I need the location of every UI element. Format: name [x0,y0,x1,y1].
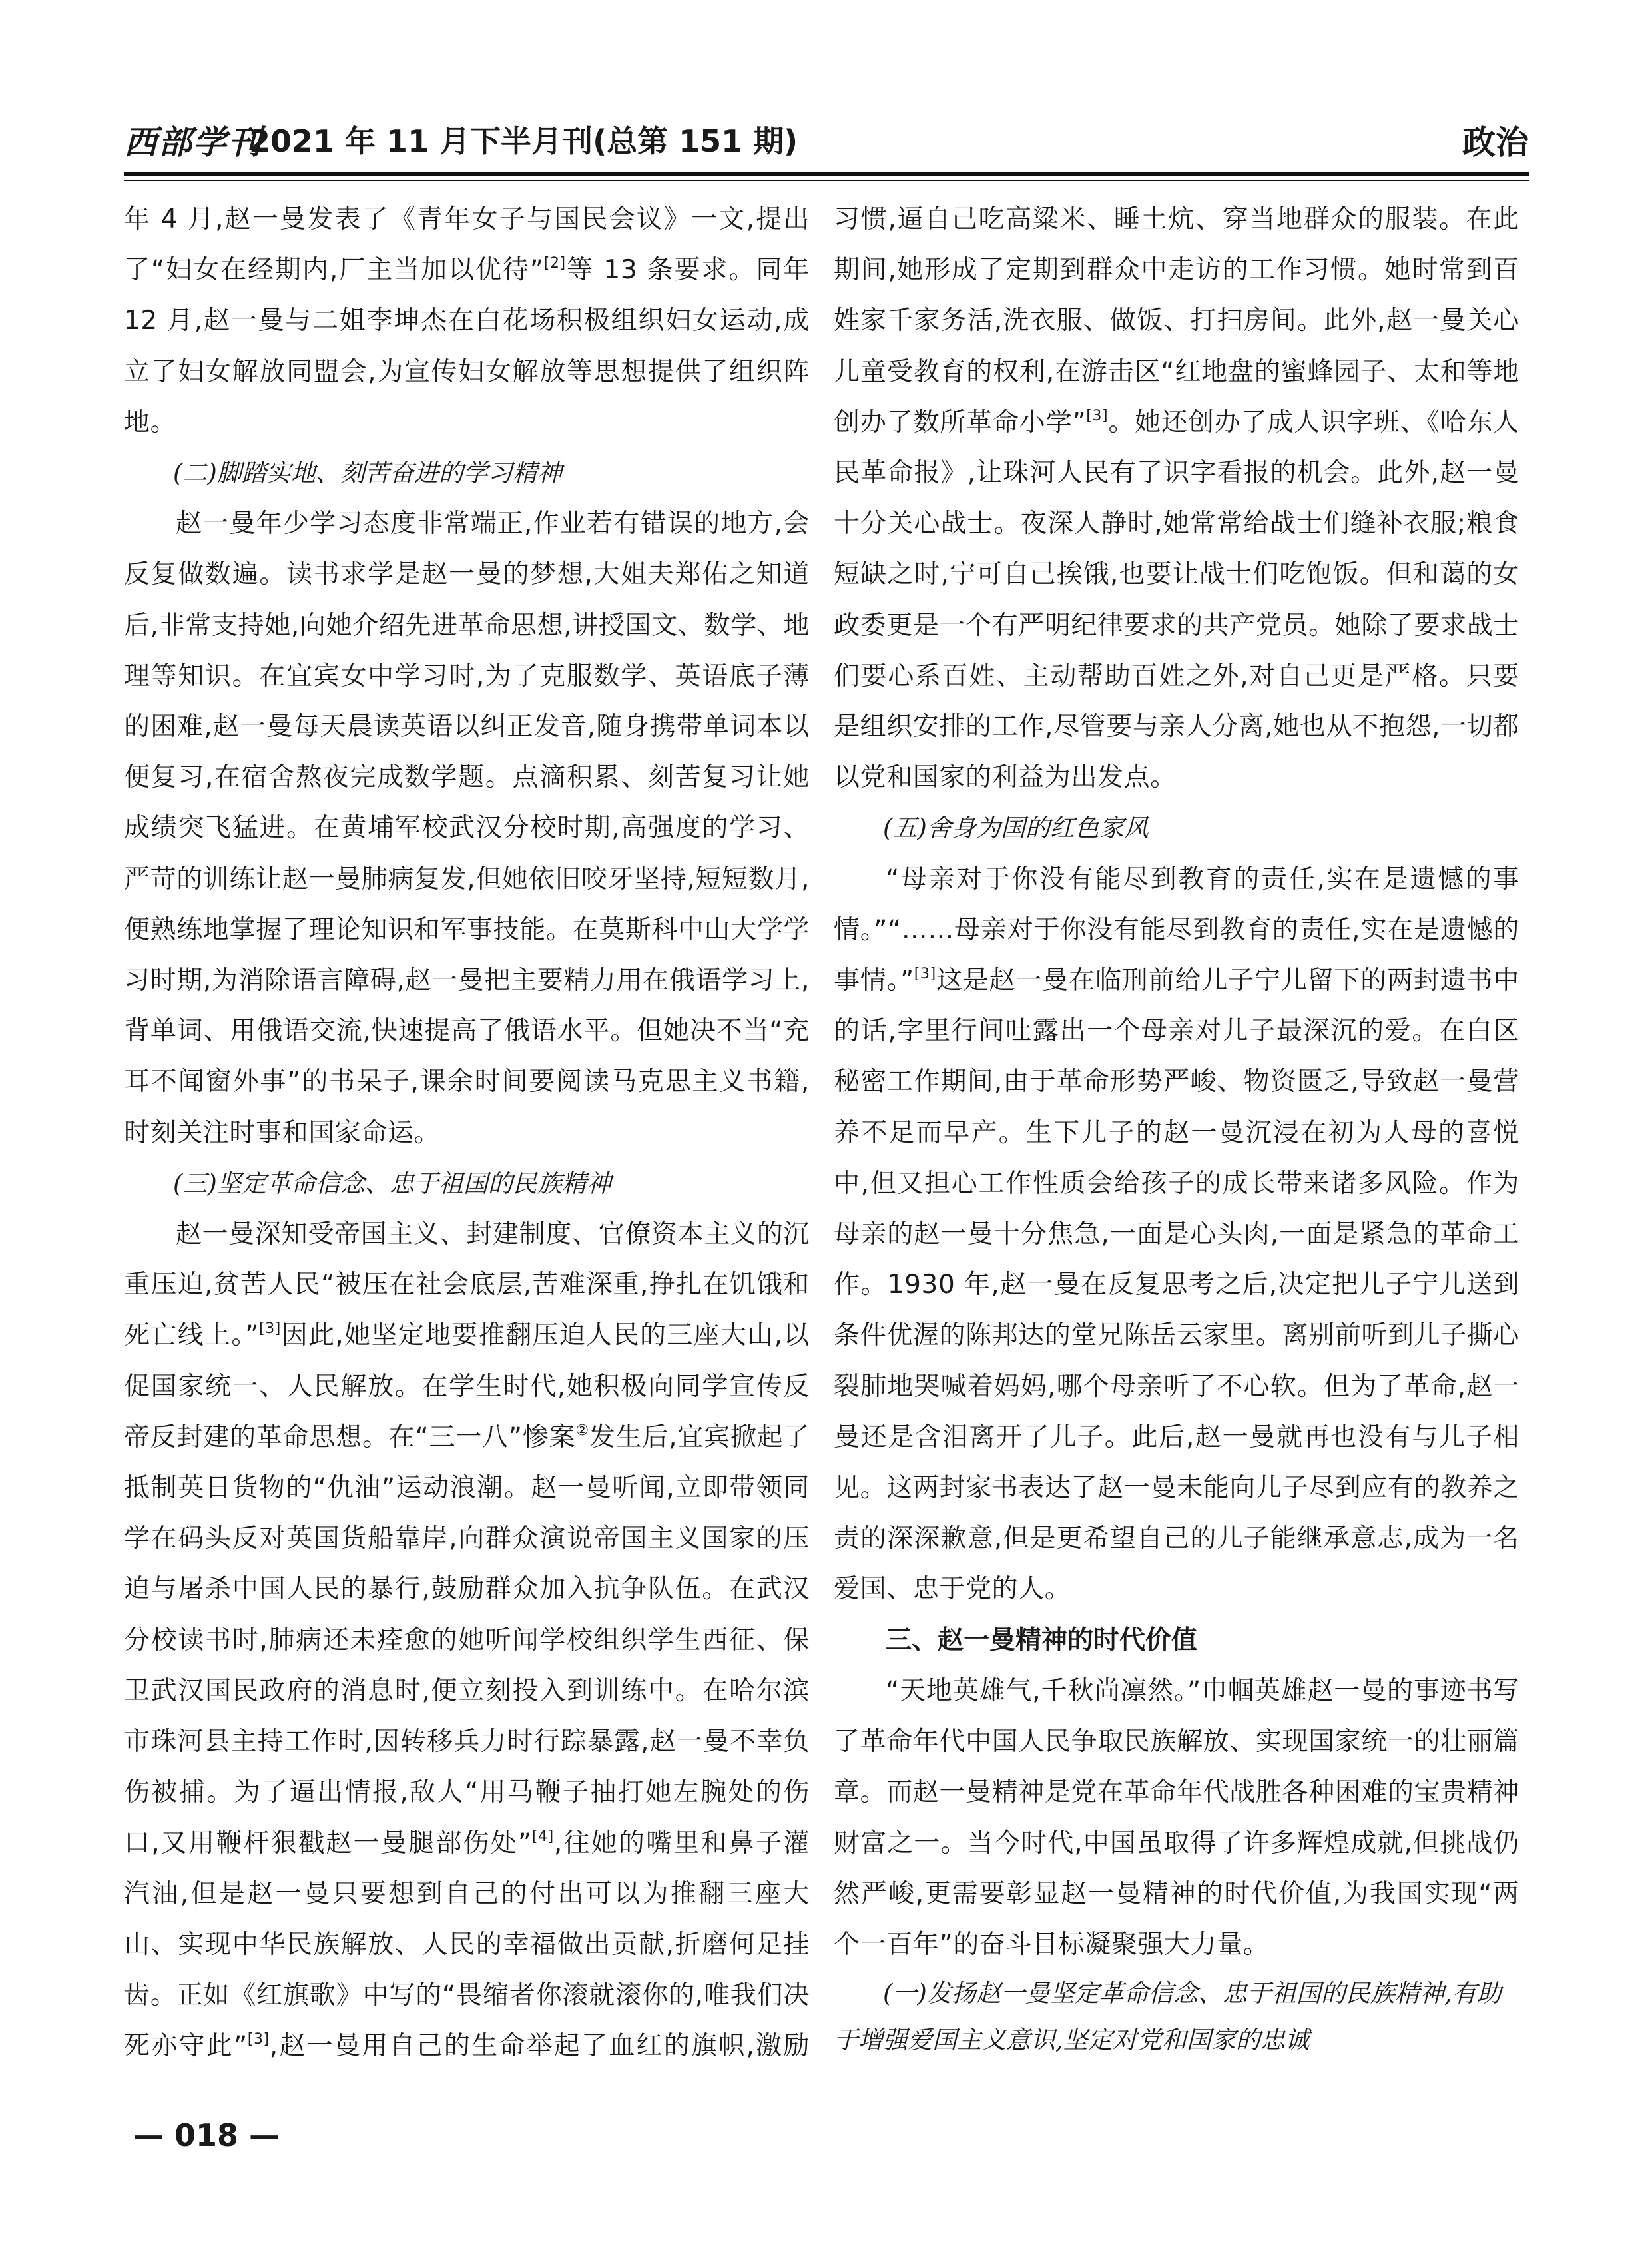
running-header [124,107,1529,166]
citation: [3] [247,2031,270,2048]
citation: [3] [259,1320,281,1338]
journal-name: 西部学刊 [124,123,262,162]
paragraph: 习惯,逼自己吃高粱米、睡土炕、穿当地群众的服装。在此期间,她形成了定期到群众中走访的工作习惯。她时常到百姓家千家务活,洗衣服、做饭、打扫房间。此外,赵一曼关心儿童受教育的权利,在游击区“红地盘的蜜蜂园子、太和等地创办了数所革命小学”[3]。她还创办了成人识字班、《哈东人民革命报》,让珠河人民有了识字看报的机会。此外,赵一曼十分关心战士。夜深人静时,她常常给战士们缝补衣服;粮食短缺之时,宁可自己挨饿,也要让战士们吃饱饭。但和蔼的女政委更是一个有严明纪律要求的共产党员。她除了要求战士们要心系百姓、主动帮助百姓之外,对自己更是严格。只要是组织安排的工作,尽管要与亲人分离,她也从不抱怨,一切都以党和国家的利益为出发点。 [834,204,1519,793]
header-rule-thin [124,180,1529,181]
issue-info: 2021 年 11 月下半月刊(总第 151 期) [249,123,798,159]
paragraph: 赵一曼年少学习态度非常端正,作业若有错误的地方,会反复做数遍。读书求学是赵一曼的梦想,大姐夫郑佑之知道后,非常支持她,向她介绍先进革命思想,讲授国文、数学、地理等知识。在宜宾女中学习时,为了克服数学、英语底子薄的困难,赵一曼每天晨读英语以纠正发音,随身携带单词本以便复习,在宿舍熬夜完成数学题。点滴积累、刻苦复习让她成绩突飞猛进。在黄埔军校武汉分校时期,高强度的学习、严苛的训练让赵一曼肺病复发,但她依旧咬牙坚持,短短数月,便熟练地掌握了理论知识和军事技能。在莫斯科中山大学学习时期,为消除语言障碍,赵一曼把主要精力用在俄语学习上,背单词、用俄语交流,快速提高了俄语水平。但她决不当“充耳不闻窗外事”的书呆子,课余时间要阅读马克思主义书籍,时刻关注时事和国家命运。 [124,509,810,1148]
left-column [124,194,810,2059]
subheading: (一)发扬赵一曼坚定革命信念、忠于祖国的民族精神,有助于增强爱国主义意识,坚定对党和国家的忠诚 [834,1979,1502,2055]
citation: [2] [543,255,566,272]
citation: [3] [1086,407,1109,424]
page-number: — 018 — [133,2117,280,2153]
footnote-marker: ② [575,1422,589,1439]
paragraph: “母亲对于你没有能尽到教育的责任,实在是遗憾的事情。”“……母亲对于你没有能尽到教育的责任,实在是遗憾的事情。”[3]这是赵一曼在临刑前给儿子宁儿留下的两封遗书中的话,字里行间吐露出一个母亲对儿子最深沉的爱。在白区秘密工作期间,由于革命形势严峻、物资匮乏,导致赵一曼营养不足而早产。生下儿子的赵一曼沉浸在初为人母的喜悦中,但又担心工作性质会给孩子的成长带来诸多风险。作为母亲的赵一曼十分焦急,一面是心头肉,一面是紧急的革命工作。1930 年,赵一曼在反复思考之后,决定把儿子宁儿送到条件优渥的陈邦达的堂兄陈岳云家里。离别前听到儿子撕心裂肺地哭喊着妈妈,哪个母亲听了不心软。但为了革命,赵一曼还是含泪离开了儿子。此后,赵一曼就再也没有与儿子相见。这两封家书表达了赵一曼未能向儿子尽到应有的教养之责的深深歉意,但是更希望自己的儿子能继承意志,成为一名爱国、忠于党的人。 [834,864,1519,1605]
subheading: (五)舍身为国的红色家风 [883,814,1149,843]
section-heading: 三、赵一曼精神的时代价值 [886,1625,1198,1655]
header-rule-thick [124,172,1529,176]
paragraph: 年 4 月,赵一曼发表了《青年女子与国民会议》一文,提出了“妇女在经期内,厂主当加以优待”[2]等 13 条要求。同年 12 月,赵一曼与二姐李坤杰在白花场积极组织妇女运动,成立了妇女解放同盟会,为宣传妇女解放等思想提供了组织阵地。 [124,204,810,437]
citation: [3] [914,966,936,983]
citation: [4] [531,1828,554,1845]
section-label: 政治 [1462,123,1529,162]
paragraph: 赵一曼深知受帝国主义、封建制度、官僚资本主义的沉重压迫,贫苦人民“被压在社会底层,苦难深重,挣扎在饥饿和死亡线上。”[3]因此,她坚定地要推翻压迫人民的三座大山,以促国家统一、人民解放。在学生时代,她积极向同学宣传反帝反封建的革命思想。在“三一八”惨案②发生后,宜宾掀起了抵制英日货物的“仇油”运动浪潮。赵一曼听闻,立即带领同学在码头反对英国货船靠岸,向群众演说帝国主义国家的压迫与屠杀中国人民的暴行,鼓励群众加入抗争队伍。在武汉分校读书时,肺病还未痊愈的她听闻学校组织学生西征、保卫武汉国民政府的消息时,便立刻投入到训练中。在哈尔滨市珠河县主持工作时,因转移兵力时行踪暴露,赵一曼不幸负伤被捕。为了逼出情报,敌人“用马鞭子抽打她左腕处的伤口,又用鞭杆狠戳赵一曼腿部伤处”[4],往她的嘴里和鼻子灌汽油,但是赵一曼只要想到自己的付出可以为推翻三座大山、实现中华民族解放、人民的幸福做出贡献,折磨何足挂齿。正如《红旗歌》中写的“畏缩者你滚就滚你的,唯我们决死亦守此”[3],赵一曼用自己的生命举起了血红的旗帜,激励 [124,1219,810,2059]
paragraph: “天地英雄气,千秋尚凛然。”巾帼英雄赵一曼的事迹书写了革命年代中国人民争取民族解放、实现国家统一的壮丽篇章。而赵一曼精神是党在革命年代战胜各种困难的宝贵精神财富之一。当今时代,中国虽取得了许多辉煌成就,但挑战仍然严峻,更需要彰显赵一曼精神的时代价值,为我国实现“两个一百年”的奋斗目标凝聚强大力量。 [834,1675,1519,1960]
right-column [834,194,1519,2059]
subheading: (三)坚定革命信念、忠于祖国的民族精神 [173,1169,611,1198]
subheading: (二)脚踏实地、刻苦奋进的学习精神 [173,459,562,488]
